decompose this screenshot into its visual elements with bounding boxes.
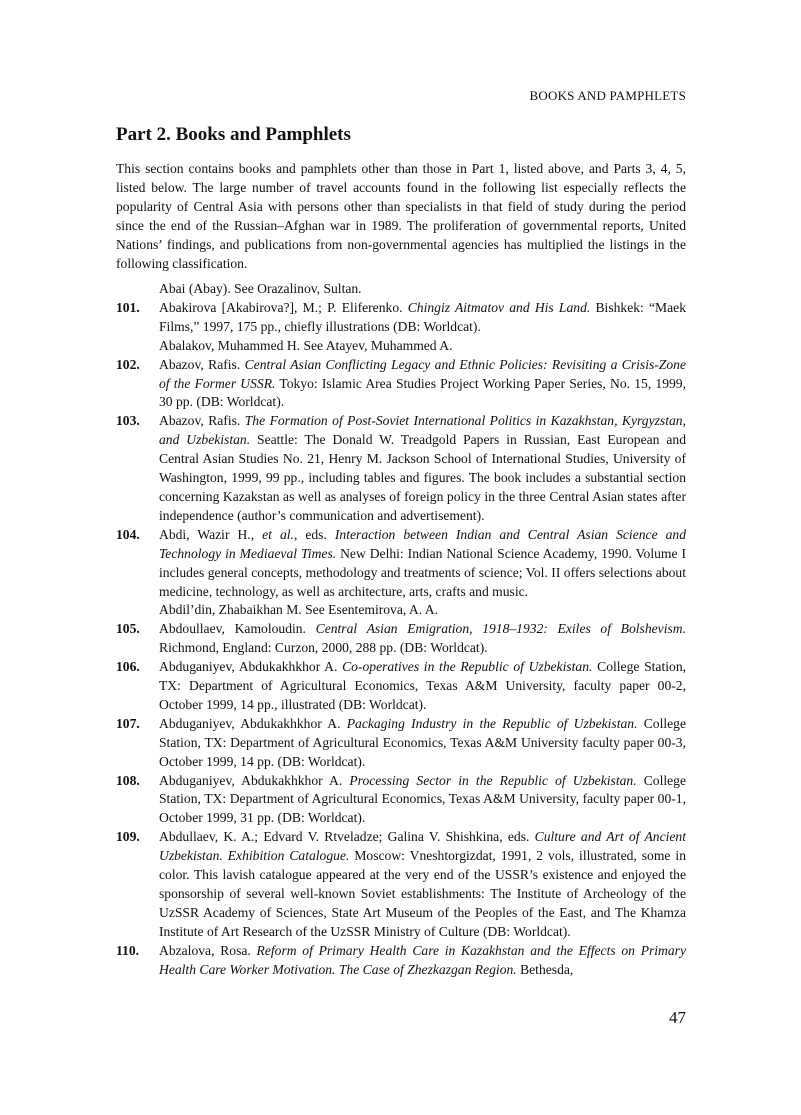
bibliography-entry: [116, 356, 686, 413]
bibliography-entry: [116, 828, 686, 941]
bibliography-entry: [116, 526, 686, 602]
entry-author: Abduganiyev, Abdukakhkhor A.: [159, 772, 350, 788]
entry-author: Abdi, Wazir H.,: [159, 526, 263, 542]
entry-author: Abzalova, Rosa.: [159, 942, 257, 958]
entry-title: Processing Sector in the Republic of Uzbekistan.: [349, 772, 637, 788]
entry-author: Abduganiyev, Abdukakhkhor A.: [159, 659, 343, 675]
bibliography-entry: [116, 772, 686, 829]
entry-title: Packaging Industry in the Republic of Uzbekistan.: [346, 715, 638, 731]
entry-author: Abdullaev, K. A.; Edvard V. Rtveladze; Galina V. Shishkina, eds.: [159, 829, 535, 845]
entry-title: The Formation of Post-Soviet International Politics in Kazakhstan, Kyrgyzstan, and Uzbekistan.: [159, 413, 686, 448]
entry-author: Abazov, Rafis.: [159, 413, 245, 429]
bibliography-entry: [116, 299, 686, 337]
entry-title: Reform of Primary Health Care in Kazakhstan and the Effects on Primary Health Care Worker Motivation. The Case of Zhezkazgan Region.: [159, 942, 686, 977]
entry-number: 107.: [116, 715, 140, 731]
entry-number: 106.: [116, 659, 140, 675]
entry-number: 108.: [116, 772, 140, 788]
entry-title: Chingiz Aitmatov and His Land.: [407, 299, 591, 315]
entry-author-suffix: , eds.: [293, 526, 335, 542]
entry-author: Abakirova [Akabirova?], M.; P. Eliferenko.: [159, 299, 408, 315]
bibliography-entry: [116, 658, 686, 715]
entry-number: 103.: [116, 413, 140, 429]
entry-number: 104.: [116, 526, 140, 542]
cross-reference: Abalakov, Muhammed H. See Atayev, Muhammed A.: [159, 337, 453, 353]
entry-title: Central Asian Conflicting Legacy and Ethnic Policies: Revisiting a Crisis-Zone of the Former USSR.: [159, 356, 686, 391]
cross-reference: Abai (Abay). See Orazalinov, Sultan.: [159, 281, 362, 296]
intro-paragraph: This section contains books and pamphlets other than those in Part 1, listed above, and Parts 3, 4, 5, listed below. The large number of travel accounts found in the following list especially reflects the popularity of Central Asia with persons other than specialists in that field of study during the period since the end of the Russian–Afghan war in 1989. The proliferation of governmental reports, United Nations’ findings, and publications from non-governmental agencies has multiplied the listings in the following classification.: [116, 161, 686, 271]
entry-number: 101.: [116, 299, 140, 315]
entry-number: 110.: [116, 942, 140, 958]
entry-author: Abduganiyev, Abdukakhkhor A.: [159, 715, 347, 731]
entry-details: College Station, TX: Department of Agricultural Economics, Texas A&M University, faculty paper 00-2, October 1999, 14 pp., illustrated (DB: Worldcat).: [159, 659, 687, 712]
entry-details: Moscow: Vneshtorgizdat, 1991, 2 vols, illustrated, some in color. This lavish catalogue appeared at the very end of the USSR’s existence and enjoyed the sponsorship of several well-known Soviet establishments: The Institute of Archeology of the UzSSR Academy of Sciences, State Art Museum of the Peoples of the East, and The Khamza Institute of Art Research of the UzSSR Ministry of Culture (DB: Worldcat).: [159, 848, 686, 939]
entry-title: Central Asian Emigration, 1918–1932: Exiles of Bolshevism.: [315, 621, 686, 637]
entry-details: College Station, TX: Department of Agricultural Economics, Texas A&M University, faculty paper 00-1, October 1999, 31 pp. (DB: Worldcat).: [159, 772, 686, 826]
entry-details: New Delhi: Indian National Science Academy, 1990. Volume I includes general concepts, methodology and treatments of science; Vol. II offers selections about medicine, technology, as well as architecture, arts, crafts and music.: [159, 545, 687, 599]
entry-author: Abazov, Rafis.: [159, 356, 245, 372]
cross-reference: Abdil’din, Zhabaikhan M. See Esentemirova, A. A.: [159, 602, 438, 618]
bibliography-entry: [116, 942, 686, 980]
entry-details: Bishkek: “Maek Films,” 1997, 175 pp., chiefly illustrations (DB: Worldcat).: [159, 299, 686, 334]
entry-details: Tokyo: Islamic Area Studies Project Working Paper Series, No. 15, 1999, 30 pp. (DB: Worldcat).: [159, 375, 686, 410]
entry-details: Seattle: The Donald W. Treadgold Papers in Russian, East European and Central Asian Studies No. 21, Henry M. Jackson School of International Studies, University of Washington, 1999, 99 pp., including tables and figures. The book includes a substantial section concerning Kazakstan as well as analyses of foreign policy in the three Central Asian states after independence (author’s communication and advertisement).: [159, 432, 686, 523]
entry-title: Interaction between Indian and Central Asian Science and Technology in Mediaeval Times.: [159, 526, 687, 561]
entry-details: College Station, TX: Department of Agricultural Economics, Texas A&M University faculty paper 00-3, October 1999, 14 pp. (DB: Worldcat).: [159, 715, 686, 769]
bibliography-entry: [116, 412, 686, 525]
entry-details: Richmond, England: Curzon, 2000, 288 pp. (DB: Worldcat).: [159, 640, 488, 656]
bibliography-list: [116, 280, 686, 980]
entry-et-al: et al.: [262, 526, 294, 542]
entry-number: 102.: [116, 356, 140, 372]
entry-author: Abdoullaev, Kamoloudin.: [159, 621, 316, 637]
bibliography-entry: [116, 715, 686, 772]
entry-details: Bethesda,: [516, 961, 574, 977]
running-head: BOOKS AND PAMPHLETS: [529, 88, 686, 103]
entry-number: 109.: [116, 829, 140, 845]
page-number: 47: [669, 1008, 686, 1027]
bibliography-entry: [116, 620, 686, 658]
entry-number: 105.: [116, 621, 140, 637]
entry-title: Co-operatives in the Republic of Uzbekistan.: [342, 659, 593, 675]
entry-title: Culture and Art of Ancient Uzbekistan. Exhibition Catalogue.: [159, 829, 686, 864]
section-title: Part 2. Books and Pamphlets: [116, 124, 351, 145]
